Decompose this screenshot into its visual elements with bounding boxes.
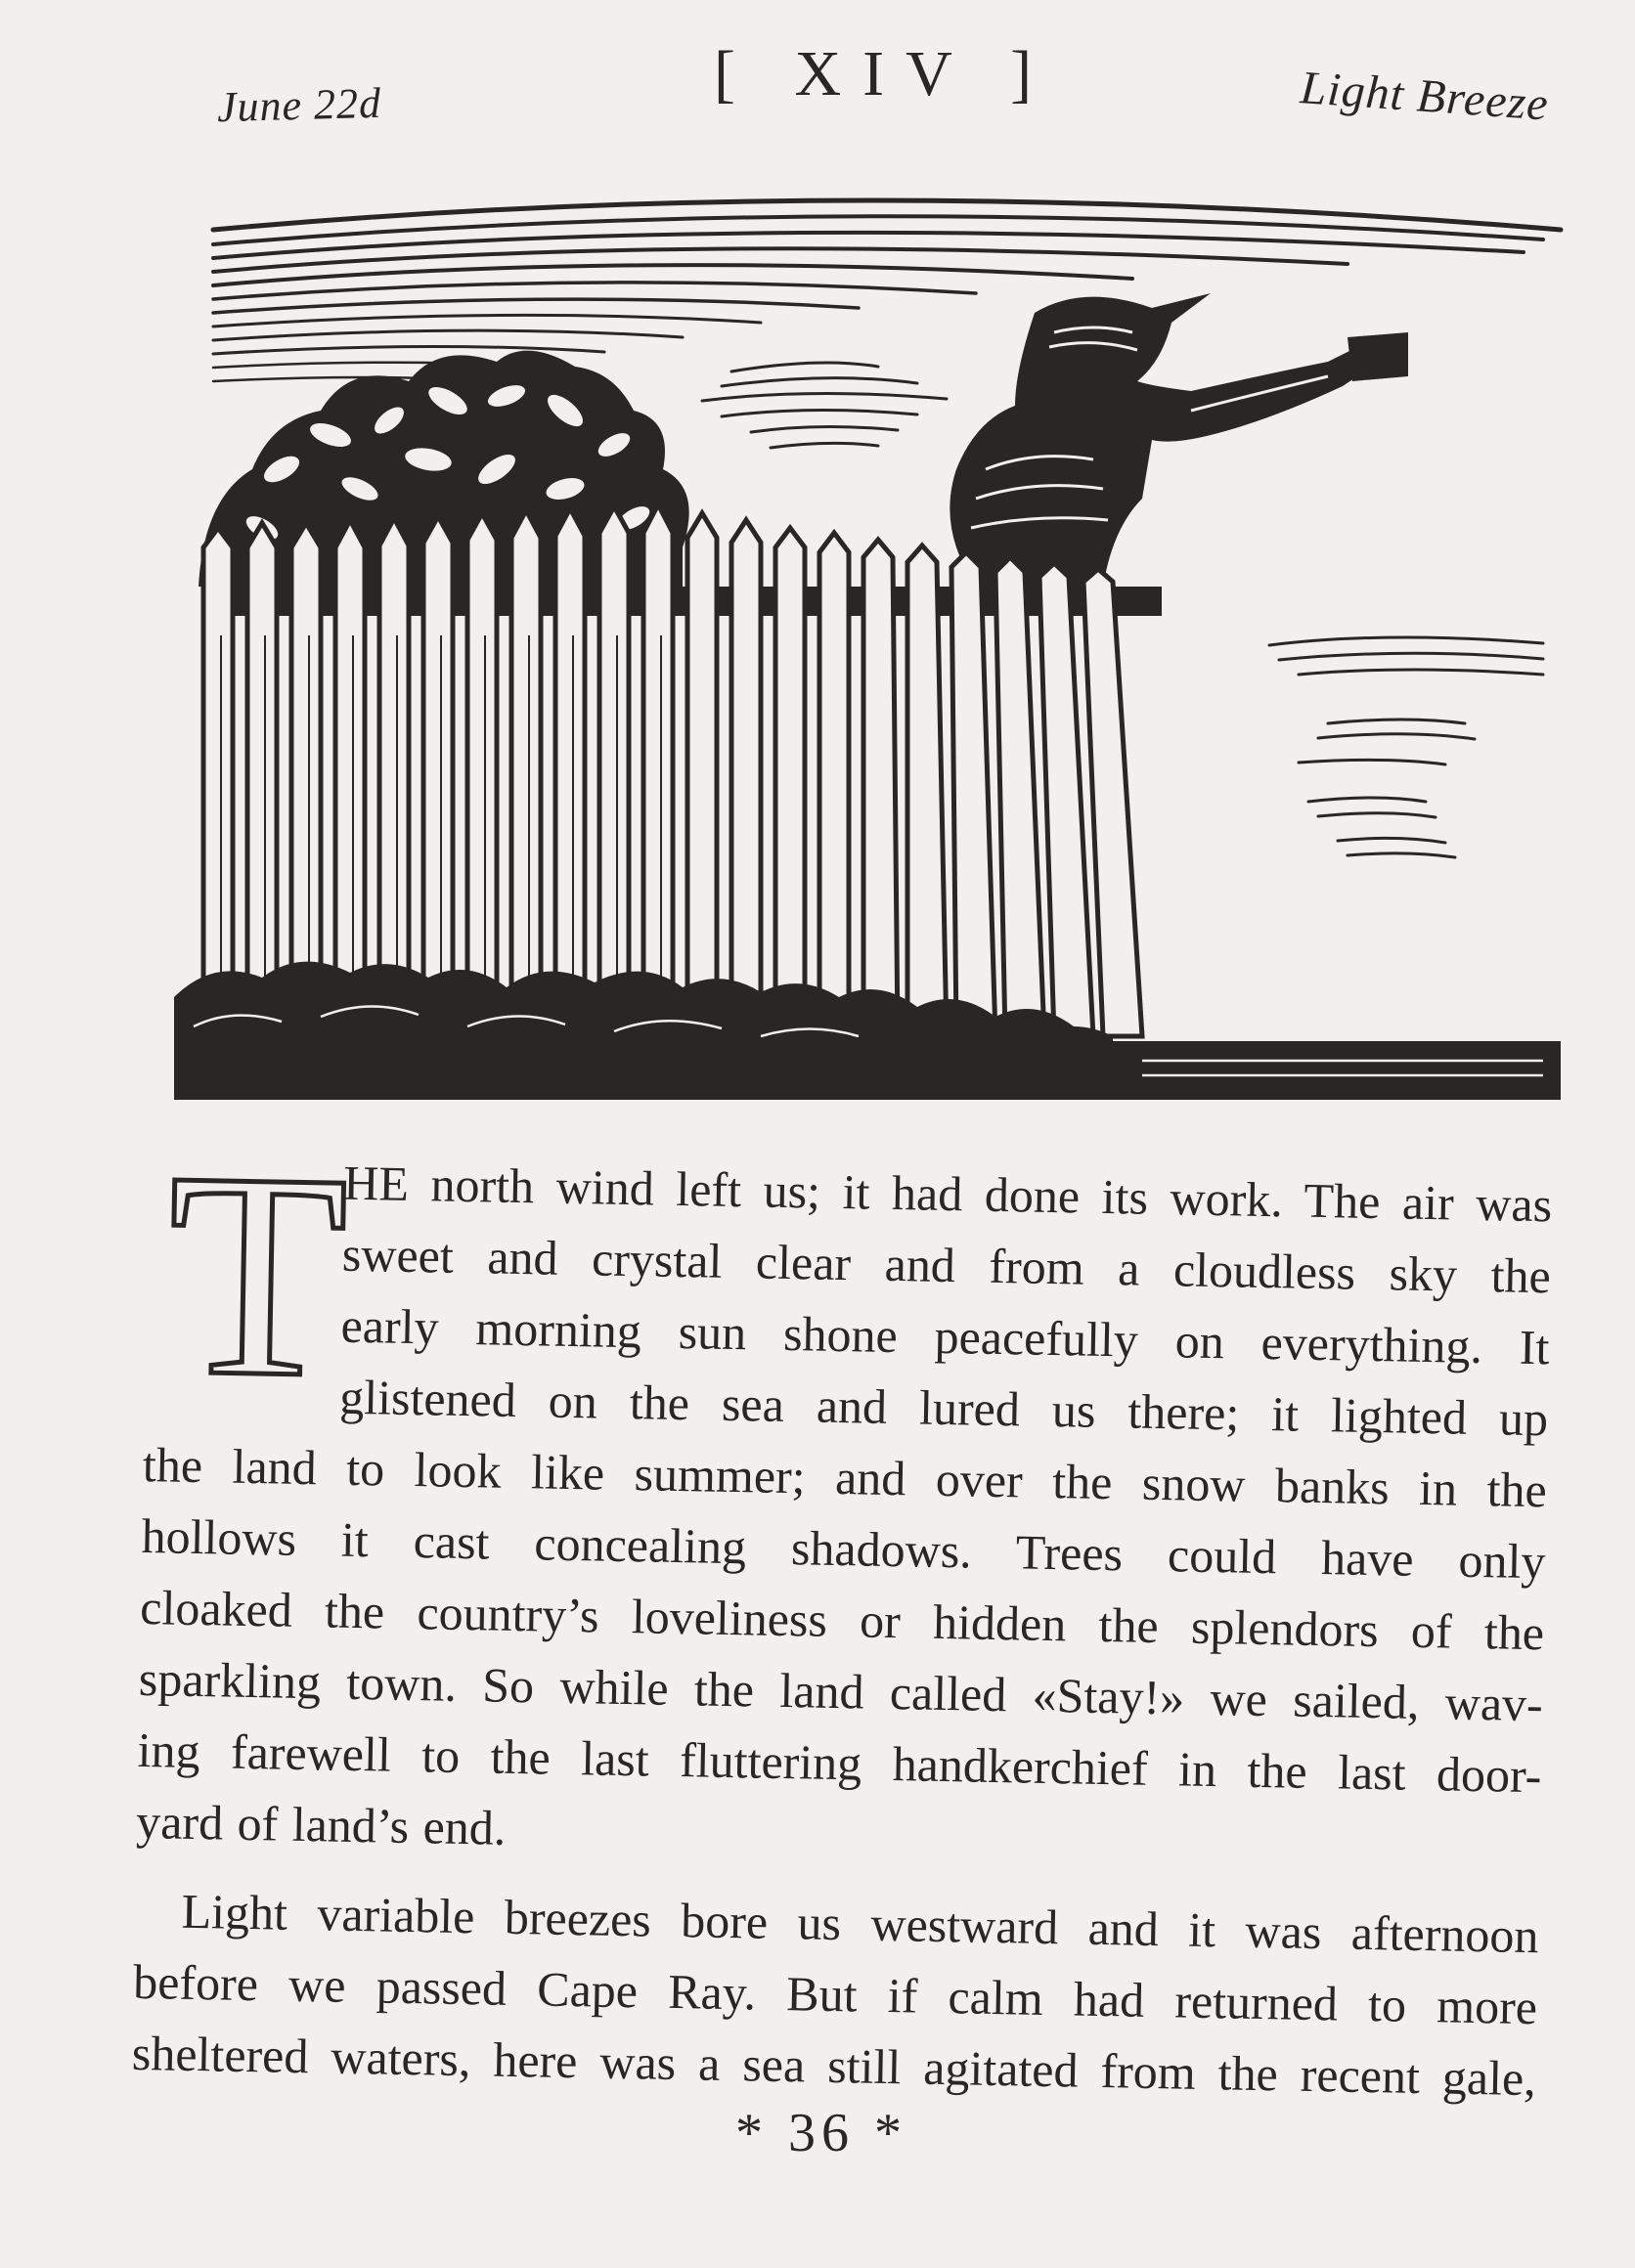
dropcap-initial <box>164 1111 350 1439</box>
running-head-date: June 22d <box>216 78 382 132</box>
text-line: sparkling town. So while the land called «Stay!» we sailed, wav- <box>138 1650 1544 1732</box>
text-line: the land to look like summer; and over the snow banks in the <box>142 1436 1548 1518</box>
chapter-number: [ XIV ] <box>714 38 1054 109</box>
body-text <box>131 1111 1553 2115</box>
text-line: before we passed Cape Ray. But if calm had returned to more <box>132 1953 1538 2035</box>
page-number: * 36 * <box>735 2103 907 2163</box>
text-line: HE north wind left us; it had done its work. The air was <box>342 1155 1553 1233</box>
text-line: cloaked the country’s loveliness or hidden the splendors of the <box>139 1579 1545 1661</box>
woman-figure <box>950 293 1408 587</box>
text-line: hollows it cast concealing shadows. Trees could have only <box>141 1507 1546 1590</box>
paragraph-2 <box>131 1875 1539 2115</box>
text-line: yard of land’s end. <box>135 1793 507 1855</box>
text-line: sweet and crystal clear and from a cloudless sky the <box>341 1226 1552 1304</box>
text-line: sheltered waters, here was a sea still agitated from the recent gale, <box>131 2025 1537 2107</box>
paragraph-1 <box>136 1144 1553 1883</box>
text-line: ing farewell to the last fluttering handkerchief in the last door- <box>137 1722 1542 1804</box>
fence-shading <box>221 635 661 1017</box>
picket-fence <box>203 504 1142 1036</box>
text-line: glistened on the sea and lured us there; it lighted up <box>338 1369 1549 1447</box>
woodcut-illustration <box>174 176 1561 1100</box>
text-line: Light variable breezes bore us westward and it was afternoon <box>181 1883 1539 1964</box>
running-head-wind: Light Breeze <box>1299 62 1551 131</box>
svg-text:T: T <box>164 1111 350 1439</box>
text-line: early morning sun shone peacefully on everything. It <box>340 1297 1550 1375</box>
